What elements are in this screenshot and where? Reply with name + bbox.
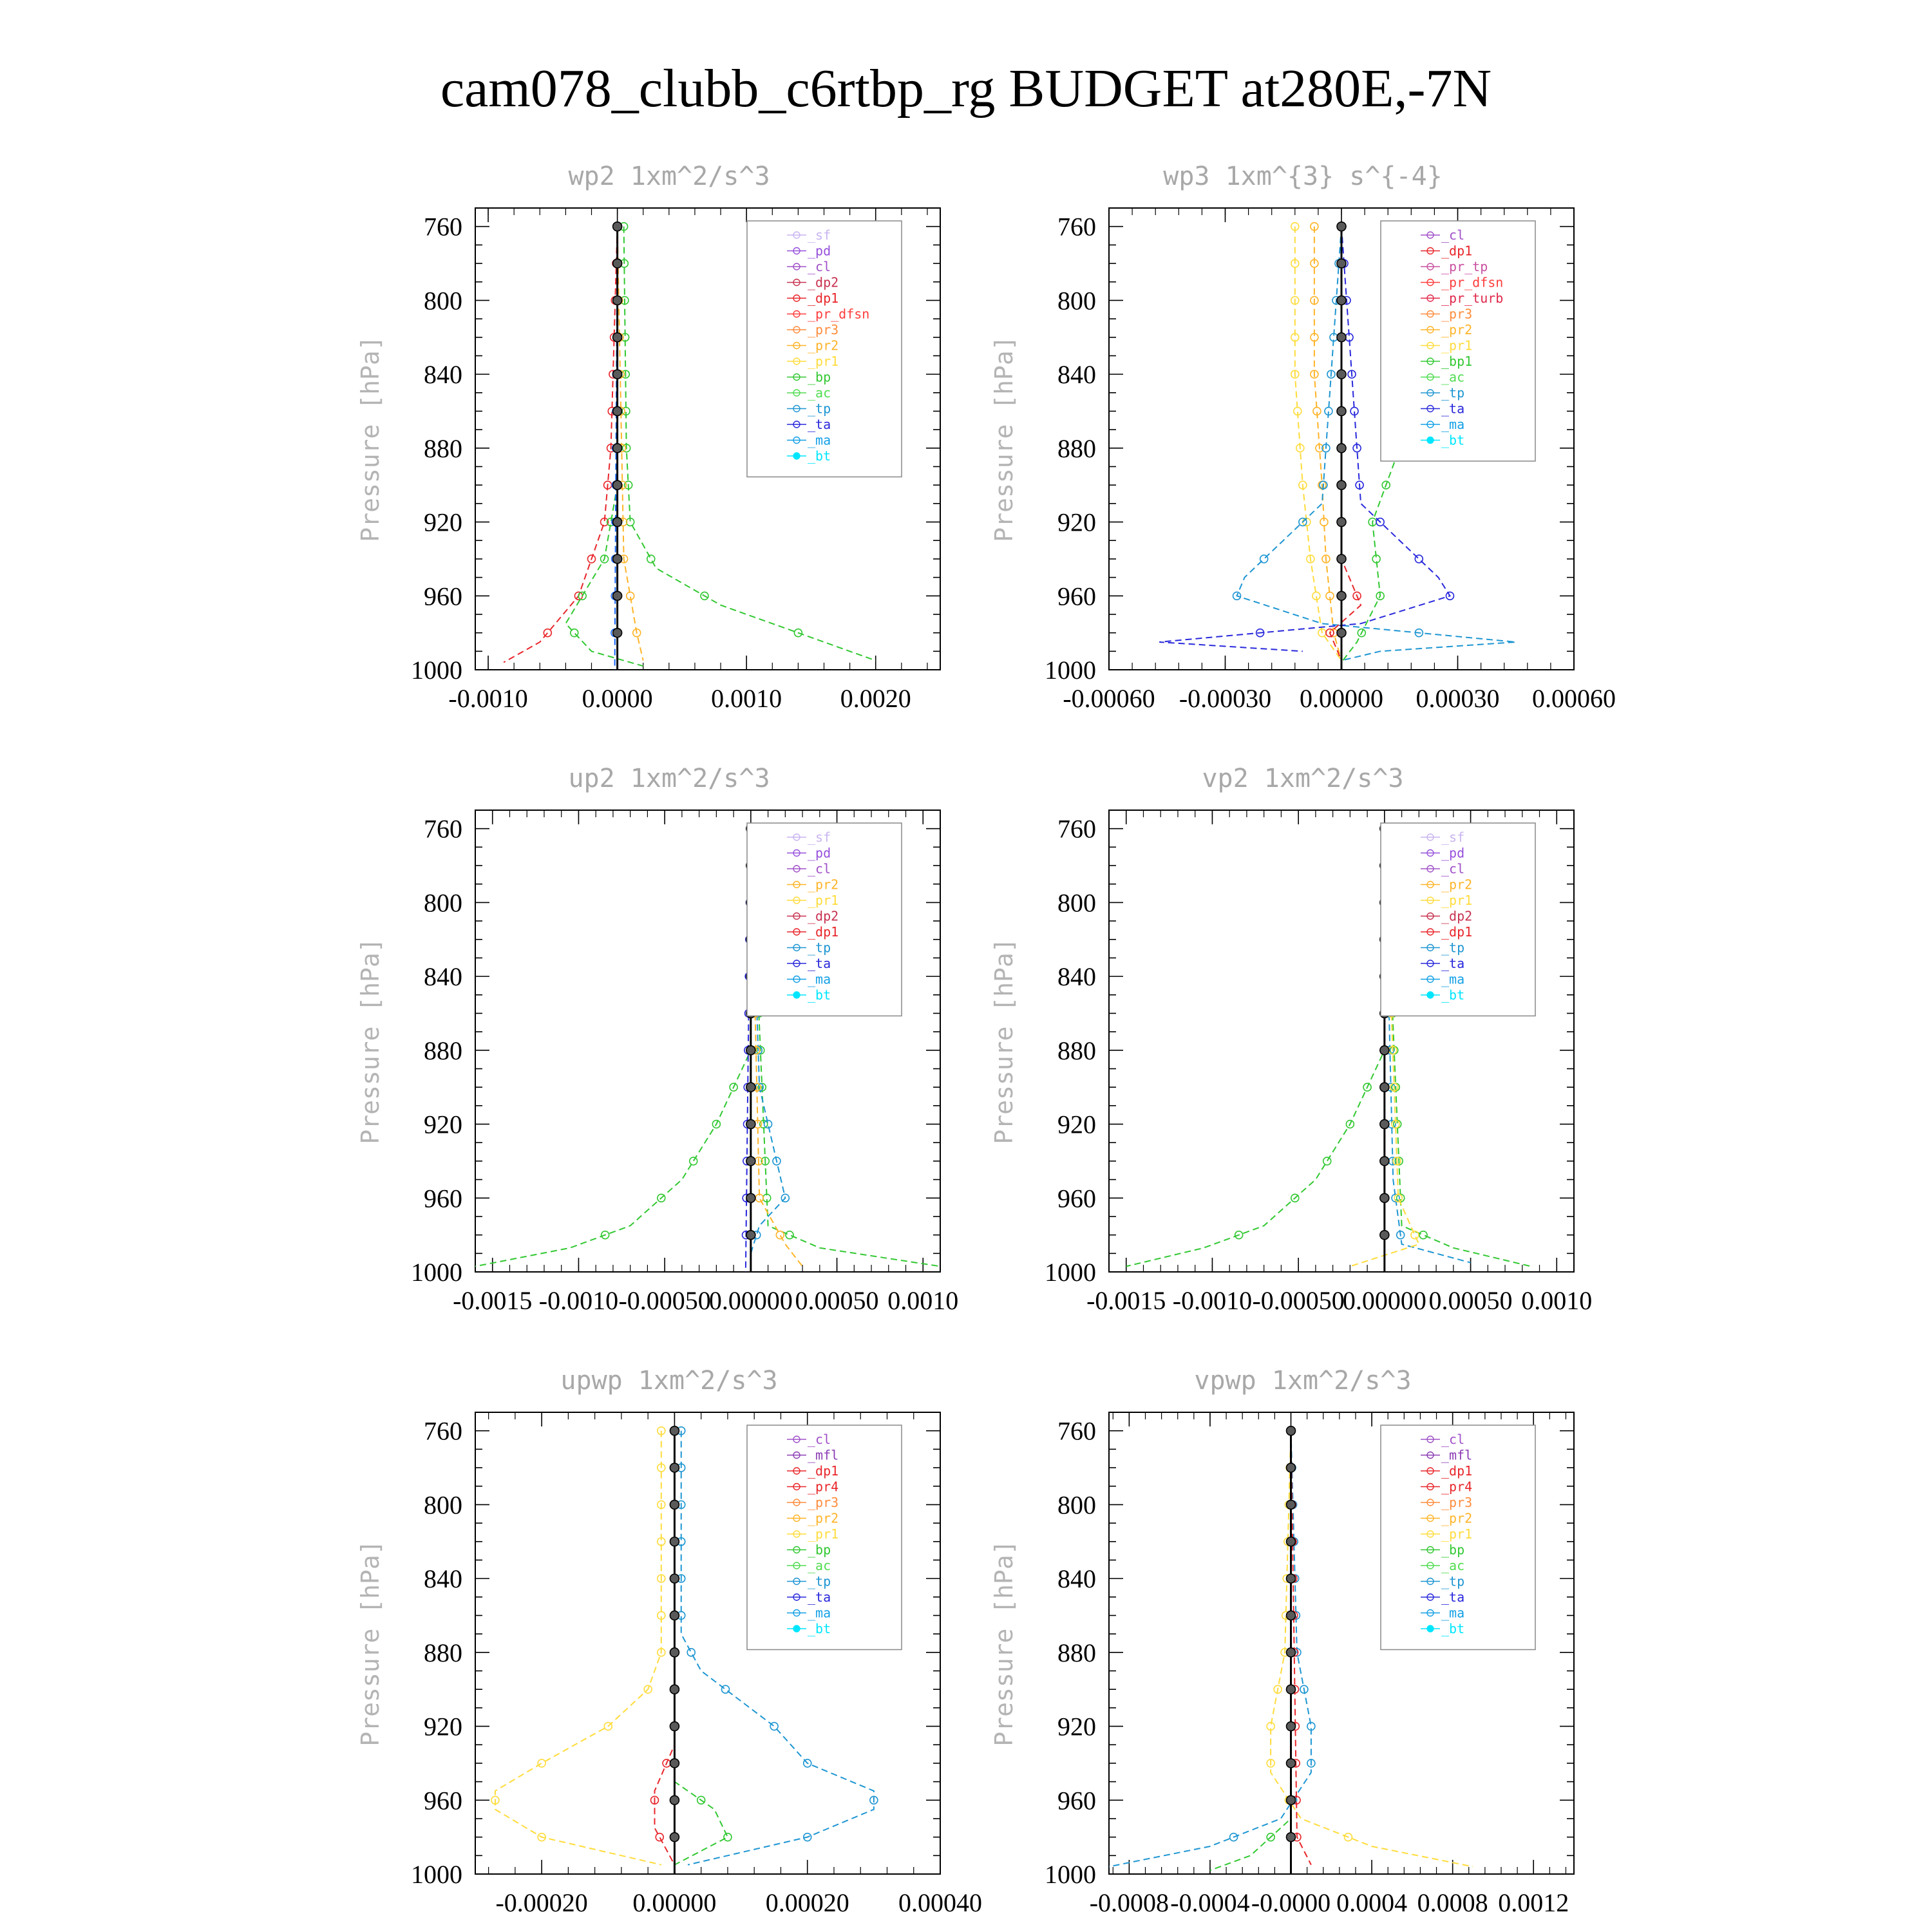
legend-label: _pd xyxy=(808,243,831,259)
legend-label: _dp1 xyxy=(1441,924,1473,940)
legend-label: _ma xyxy=(1441,971,1465,987)
series-line-dp1 xyxy=(475,829,751,1267)
x-tick-label: -0.00020 xyxy=(495,1888,588,1917)
series-marker-bt xyxy=(1337,259,1346,268)
legend-marker xyxy=(1427,1625,1434,1632)
series-marker-dp1 xyxy=(544,629,551,637)
series-marker-bt xyxy=(613,518,622,527)
y-tick-label: 760 xyxy=(424,814,462,844)
x-tick-label: -0.00050 xyxy=(1252,1286,1345,1315)
series-marker-tp xyxy=(1260,555,1268,563)
legend-label: _bt xyxy=(808,448,831,464)
series-line-bp xyxy=(1210,1431,1291,1871)
panel-title: upwp 1xm^2/s^3 xyxy=(560,1366,778,1396)
series-marker-ta xyxy=(1415,555,1423,563)
x-tick-label: 0.00050 xyxy=(795,1286,879,1315)
series-marker-bt xyxy=(613,444,622,453)
legend-label: _pd xyxy=(808,845,831,861)
series-marker-bt xyxy=(1337,296,1346,305)
x-tick-label: 0.0010 xyxy=(711,684,782,713)
legend-label: _pr4 xyxy=(1441,1479,1473,1495)
panel-1 xyxy=(356,162,940,713)
series-marker-bt xyxy=(613,296,622,305)
y-tick-label: 1000 xyxy=(1045,656,1096,685)
legend-label: _tp xyxy=(808,1573,831,1589)
legend-marker xyxy=(793,992,800,998)
legend-label: _cl xyxy=(808,861,831,876)
series-marker-bt xyxy=(1287,1795,1296,1804)
y-tick-label: 840 xyxy=(1057,1564,1096,1594)
legend-label: _pr3 xyxy=(808,322,839,337)
legend-marker xyxy=(793,453,800,459)
series-marker-bt xyxy=(1287,1685,1296,1694)
y-axis-label: Pressure [hPa] xyxy=(990,1540,1018,1747)
y-tick-label: 1000 xyxy=(411,1860,462,1889)
legend xyxy=(747,1425,902,1650)
legend-label: _tp xyxy=(808,940,831,956)
series-marker-bp xyxy=(647,555,655,563)
series-line-dp1 xyxy=(1126,829,1385,1267)
series-line-tp xyxy=(1109,1431,1311,1867)
legend-label: _ta xyxy=(1441,1589,1465,1605)
y-tick-label: 1000 xyxy=(411,656,462,685)
y-tick-label: 920 xyxy=(1057,507,1096,537)
series-marker-bt xyxy=(670,1500,679,1509)
series-line-bp xyxy=(674,1431,728,1865)
y-tick-label: 760 xyxy=(1057,212,1096,242)
legend-label: _sf xyxy=(1441,829,1465,845)
legend-label: _dp1 xyxy=(808,290,839,306)
y-tick-label: 880 xyxy=(424,1036,462,1065)
x-tick-label: 0.00020 xyxy=(765,1888,849,1917)
legend-label: _bt xyxy=(808,987,831,1003)
legend-label: _bt xyxy=(1441,1621,1465,1636)
legend-label: _tp xyxy=(1441,385,1465,401)
y-tick-label: 760 xyxy=(1057,814,1096,844)
legend-label: _bt xyxy=(1441,987,1465,1003)
x-tick-label: 0.00050 xyxy=(1428,1286,1513,1315)
legend-label: _pr4 xyxy=(808,1479,839,1495)
legend-label: _pd xyxy=(1441,845,1465,861)
series-marker-bt xyxy=(613,629,622,638)
y-tick-label: 760 xyxy=(424,212,462,242)
y-tick-label: 840 xyxy=(424,962,462,992)
legend-label: _ma xyxy=(808,1605,831,1621)
series-marker-bt xyxy=(613,591,622,600)
y-tick-label: 800 xyxy=(424,888,462,918)
series-marker-bt xyxy=(746,1120,755,1129)
panel-title: vp2 1xm^2/s^3 xyxy=(1202,764,1404,793)
legend-label: _ta xyxy=(808,1589,831,1605)
legend-label: _pr1 xyxy=(1441,893,1473,908)
legend-label: _tp xyxy=(1441,1573,1465,1589)
y-tick-label: 960 xyxy=(424,582,462,611)
legend-label: _pr2 xyxy=(1441,876,1473,893)
x-tick-label: 0.00000 xyxy=(1342,1286,1426,1315)
legend xyxy=(1381,1425,1535,1650)
y-tick-label: 1000 xyxy=(411,1258,462,1287)
legend-label: _cl xyxy=(1441,1432,1465,1447)
x-tick-label: 0.00040 xyxy=(898,1888,982,1917)
series-marker-bt xyxy=(613,259,622,268)
legend-label: _dp1 xyxy=(808,1463,839,1479)
series-marker-bt xyxy=(1337,370,1346,379)
panel-title: wp3 1xm^{3} s^{-4} xyxy=(1163,162,1443,191)
y-tick-label: 840 xyxy=(424,360,462,390)
y-tick-label: 1000 xyxy=(1045,1860,1096,1889)
series-marker-bt xyxy=(670,1833,679,1842)
legend-label: _dp2 xyxy=(808,274,839,290)
y-tick-label: 880 xyxy=(424,1638,462,1667)
series-marker-bt xyxy=(613,480,622,489)
x-tick-label: 0.00060 xyxy=(1532,684,1616,713)
legend xyxy=(1381,221,1535,461)
x-tick-label: 0.00000 xyxy=(1300,684,1383,713)
legend-label: _bp xyxy=(1441,1542,1465,1558)
legend-label: _tp xyxy=(1441,940,1465,956)
y-tick-label: 840 xyxy=(1057,962,1096,992)
series-marker-bt xyxy=(613,222,622,231)
series-marker-bt xyxy=(670,1722,679,1731)
legend-label: _dp2 xyxy=(808,908,839,924)
legend-label: _pr2 xyxy=(1441,322,1473,337)
y-tick-label: 920 xyxy=(1057,1712,1096,1741)
series-marker-dp1 xyxy=(690,1157,697,1165)
panel-2 xyxy=(990,162,1616,713)
legend-label: _pr2 xyxy=(1441,1510,1473,1526)
legend-label: _pr1 xyxy=(1441,1526,1473,1542)
legend-label: _ma xyxy=(1441,417,1465,432)
legend-label: _tp xyxy=(808,401,831,417)
series-marker-bt xyxy=(1337,444,1346,453)
y-tick-label: 960 xyxy=(424,1786,462,1815)
panel-3 xyxy=(356,764,958,1315)
legend-label: _cl xyxy=(1441,227,1465,243)
legend-label: _pr3 xyxy=(1441,306,1473,322)
series-marker-dp1 xyxy=(656,1833,663,1841)
x-tick-label: -0.0004 xyxy=(1170,1888,1250,1917)
series-marker-bt xyxy=(1337,518,1346,527)
y-axis-label: Pressure [hPa] xyxy=(356,938,384,1144)
series-marker-bt xyxy=(746,1231,755,1240)
y-axis-label: Pressure [hPa] xyxy=(990,336,1018,542)
y-tick-label: 920 xyxy=(1057,1110,1096,1139)
legend-label: _pr_dfsn xyxy=(1441,274,1504,290)
legend-label: _pr_dfsn xyxy=(808,306,870,322)
x-tick-label: -0.0010 xyxy=(538,1286,619,1315)
x-tick-label: 0.0000 xyxy=(582,684,653,713)
y-tick-label: 920 xyxy=(424,1712,462,1741)
series-marker-bt xyxy=(1287,1611,1296,1620)
series-marker-bt xyxy=(1380,1157,1389,1166)
y-tick-label: 880 xyxy=(1057,1036,1096,1065)
series-marker-bt xyxy=(1337,554,1346,564)
series-marker-bt xyxy=(1380,1083,1389,1092)
x-tick-label: -0.0010 xyxy=(448,684,528,713)
series-marker-bt xyxy=(1287,1426,1296,1435)
series-marker-bt xyxy=(613,370,622,379)
legend-label: _mfl xyxy=(808,1447,839,1463)
series-marker-bt xyxy=(670,1685,679,1694)
series-marker-bt xyxy=(746,1046,755,1055)
series-line-pr1 xyxy=(1295,227,1341,661)
x-tick-label: -0.0015 xyxy=(1086,1286,1166,1315)
legend xyxy=(1381,823,1535,1016)
y-axis-label: Pressure [hPa] xyxy=(990,938,1018,1144)
y-tick-label: 840 xyxy=(1057,360,1096,390)
legend-label: _ta xyxy=(808,417,831,432)
legend-marker xyxy=(793,1625,800,1632)
x-tick-label: -0.0008 xyxy=(1089,1888,1170,1917)
x-tick-label: -0.0010 xyxy=(1172,1286,1253,1315)
legend-label: _bp1 xyxy=(1441,354,1473,369)
series-marker-pr2 xyxy=(776,1231,784,1239)
legend-label: _pr3 xyxy=(808,1495,839,1510)
panel-title: vpwp 1xm^2/s^3 xyxy=(1194,1366,1412,1396)
legend-label: _dp1 xyxy=(1441,1463,1473,1479)
legend-label: _pr2 xyxy=(808,337,839,354)
series-marker-bt xyxy=(1287,1500,1296,1509)
legend-label: _ma xyxy=(808,432,831,448)
y-tick-label: 880 xyxy=(1057,1638,1096,1667)
series-marker-bt xyxy=(1287,1537,1296,1546)
legend-label: _mfl xyxy=(1441,1447,1473,1463)
legend-label: _ac xyxy=(1441,1558,1465,1573)
series-marker-bt xyxy=(670,1574,679,1583)
legend-label: _dp1 xyxy=(1441,243,1473,259)
y-tick-label: 920 xyxy=(424,507,462,537)
legend-label: _cl xyxy=(808,259,831,274)
legend-label: _ma xyxy=(1441,1605,1465,1621)
x-tick-label: 0.0008 xyxy=(1417,1888,1488,1917)
legend-label: _sf xyxy=(808,227,831,243)
legend-label: _ac xyxy=(1441,369,1465,385)
legend-label: _pr_tp xyxy=(1441,259,1488,274)
y-tick-label: 800 xyxy=(1057,888,1096,918)
series-marker-tp xyxy=(770,1723,778,1730)
series-marker-bt xyxy=(1337,629,1346,638)
legend-label: _pr1 xyxy=(1441,337,1473,354)
series-marker-tp xyxy=(687,1649,695,1656)
series-marker-bt xyxy=(1380,1193,1389,1202)
x-tick-label: -0.00030 xyxy=(1179,684,1272,713)
series-marker-bt xyxy=(670,1426,679,1435)
legend-label: _dp2 xyxy=(1441,908,1473,924)
series-marker-bt xyxy=(613,554,622,564)
legend-label: _pr1 xyxy=(808,893,839,908)
figure-title: cam078_clubb_c6rtbp_rg BUDGET at280E,-7N xyxy=(440,59,1492,118)
series-marker-bt xyxy=(670,1537,679,1546)
legend-label: _pr1 xyxy=(808,354,839,369)
legend-label: _ta xyxy=(1441,956,1465,971)
series-marker-bt xyxy=(1337,333,1346,342)
panel-title: wp2 1xm^2/s^3 xyxy=(568,162,770,191)
legend-label: _bp xyxy=(808,1542,831,1558)
series-marker-bt xyxy=(613,333,622,342)
x-tick-label: 0.0010 xyxy=(1521,1286,1593,1315)
legend-marker xyxy=(1427,992,1434,998)
x-tick-label: 0.0010 xyxy=(887,1286,959,1315)
panel-5 xyxy=(356,1366,982,1917)
series-marker-bp xyxy=(724,1833,732,1841)
y-tick-label: 800 xyxy=(1057,286,1096,316)
x-tick-label: -0.0015 xyxy=(453,1286,533,1315)
x-tick-label: -0.00050 xyxy=(618,1286,711,1315)
legend-label: _dp1 xyxy=(808,924,839,940)
legend xyxy=(747,823,902,1016)
series-marker-bt xyxy=(1380,1046,1389,1055)
y-tick-label: 800 xyxy=(1057,1490,1096,1520)
series-marker-bt xyxy=(1287,1648,1296,1657)
y-axis-label: Pressure [hPa] xyxy=(356,336,384,542)
legend-label: _ma xyxy=(808,971,831,987)
series-marker-bt xyxy=(746,1193,755,1202)
y-tick-label: 880 xyxy=(1057,433,1096,463)
y-tick-label: 840 xyxy=(424,1564,462,1594)
series-marker-bt xyxy=(1337,222,1346,231)
legend-label: _pr2 xyxy=(808,876,839,893)
y-tick-label: 960 xyxy=(1057,1184,1096,1213)
y-tick-label: 760 xyxy=(424,1416,462,1446)
panel-title: up2 1xm^2/s^3 xyxy=(568,764,770,793)
legend-label: _ta xyxy=(808,956,831,971)
legend-label: _bt xyxy=(808,1621,831,1636)
panel-4 xyxy=(990,764,1592,1315)
y-tick-label: 960 xyxy=(1057,1786,1096,1815)
legend-label: _pr3 xyxy=(1441,1495,1473,1510)
y-tick-label: 960 xyxy=(1057,582,1096,611)
legend-label: _cl xyxy=(808,1432,831,1447)
panel-6 xyxy=(990,1366,1574,1917)
series-marker-bt xyxy=(1337,591,1346,600)
series-marker-bt xyxy=(613,406,622,415)
x-tick-label: 0.00030 xyxy=(1416,684,1500,713)
series-marker-bt xyxy=(670,1759,679,1768)
legend-label: _cl xyxy=(1441,861,1465,876)
series-marker-bt xyxy=(1287,1574,1296,1583)
series-marker-bt xyxy=(1287,1722,1296,1731)
x-tick-label: -0.00060 xyxy=(1063,684,1155,713)
series-marker-bt xyxy=(670,1648,679,1657)
legend-label: _ac xyxy=(808,1558,831,1573)
series-marker-bt xyxy=(746,1157,755,1166)
legend-label: _pr_turb xyxy=(1441,290,1504,306)
series-marker-bt xyxy=(670,1463,679,1472)
series-marker-bt xyxy=(670,1611,679,1620)
y-axis-label: Pressure [hPa] xyxy=(356,1540,384,1747)
x-tick-label: 0.00000 xyxy=(708,1286,793,1315)
series-marker-bt xyxy=(1337,480,1346,489)
legend-label: _ac xyxy=(808,385,831,401)
y-tick-label: 960 xyxy=(424,1184,462,1213)
x-tick-label: 0.00000 xyxy=(632,1888,717,1917)
legend xyxy=(747,221,902,477)
x-tick-label: 0.0004 xyxy=(1336,1888,1408,1917)
x-tick-label: -0.0000 xyxy=(1251,1888,1331,1917)
series-marker-dp2 xyxy=(786,1231,793,1239)
series-marker-tp xyxy=(722,1685,730,1693)
y-tick-label: 920 xyxy=(424,1110,462,1139)
legend-label: _bt xyxy=(1441,432,1465,448)
y-tick-label: 1000 xyxy=(1045,1258,1096,1287)
series-marker-bt xyxy=(670,1795,679,1804)
x-tick-label: 0.0020 xyxy=(840,684,911,713)
series-marker-pr1 xyxy=(538,1759,545,1767)
series-line-pr1 xyxy=(495,1431,661,1865)
legend-marker xyxy=(1427,437,1434,444)
legend-label: _sf xyxy=(808,829,831,845)
y-tick-label: 800 xyxy=(424,286,462,316)
y-tick-label: 800 xyxy=(424,1490,462,1520)
series-marker-bt xyxy=(1287,1463,1296,1472)
series-marker-bt xyxy=(746,1083,755,1092)
series-marker-bt xyxy=(1287,1833,1296,1842)
y-tick-label: 880 xyxy=(424,433,462,463)
series-marker-bt xyxy=(1380,1231,1389,1240)
legend-label: _ta xyxy=(1441,401,1465,417)
series-marker-bt xyxy=(1287,1759,1296,1768)
legend-label: _pr1 xyxy=(808,1526,839,1542)
series-line-dp1 xyxy=(504,227,617,663)
x-tick-label: 0.0012 xyxy=(1498,1888,1569,1917)
legend-label: _bp xyxy=(808,369,831,385)
legend-label: _pr2 xyxy=(808,1510,839,1526)
series-marker-pr1 xyxy=(571,629,578,637)
series-marker-dp2 xyxy=(1419,1231,1427,1239)
y-tick-label: 760 xyxy=(1057,1416,1096,1446)
series-marker-dp1 xyxy=(1323,1157,1331,1165)
series-marker-bt xyxy=(1337,406,1346,415)
series-marker-bt xyxy=(1380,1120,1389,1129)
series-marker-pr1 xyxy=(1411,1231,1419,1239)
